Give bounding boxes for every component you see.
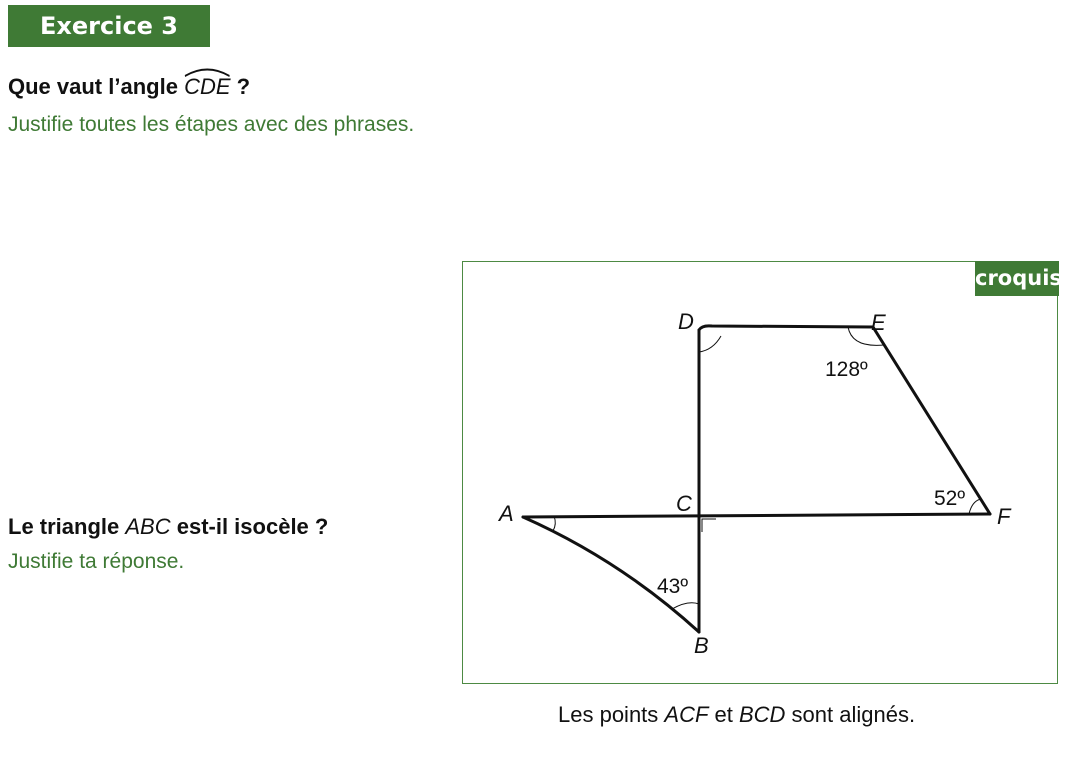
point-d-label: D bbox=[678, 309, 694, 334]
caption-points-bcd: BCD bbox=[738, 702, 786, 727]
point-b-label: B bbox=[694, 633, 709, 658]
figure-frame bbox=[462, 261, 1058, 684]
question-2 bbox=[8, 514, 328, 540]
question-2-instruction: Justifie ta réponse. bbox=[8, 550, 185, 573]
point-f-label: F bbox=[997, 504, 1011, 529]
angle-e-value: 128º bbox=[825, 358, 868, 381]
question-1-instruction: Justifie toutes les étapes avec des phrases. bbox=[8, 113, 415, 136]
caption-part-2: et bbox=[708, 702, 739, 727]
angle-cde bbox=[184, 74, 230, 100]
point-e-label: E bbox=[871, 310, 886, 335]
figure-caption bbox=[558, 702, 915, 728]
point-a-label: A bbox=[499, 501, 514, 526]
angle-arc-icon bbox=[184, 65, 230, 77]
point-c-label: C bbox=[676, 491, 692, 516]
exercise-title: Exercice 3 bbox=[8, 5, 210, 47]
caption-points-acf: ACF bbox=[664, 702, 709, 727]
triangle-name: ABC bbox=[125, 514, 171, 539]
angle-cde-label: CDE bbox=[184, 74, 231, 99]
question-1 bbox=[8, 74, 250, 100]
croquis-badge: croquis bbox=[975, 261, 1059, 296]
caption-part-1: Les points bbox=[558, 702, 665, 727]
caption-part-3: sont alignés. bbox=[785, 702, 916, 727]
angle-b-value: 43º bbox=[657, 575, 689, 598]
angle-f-value: 52º bbox=[934, 487, 966, 510]
question-1-suffix: ? bbox=[230, 74, 251, 99]
question-2-prefix: Le triangle bbox=[8, 514, 126, 539]
question-1-prefix: Que vaut l’angle bbox=[8, 74, 178, 99]
question-2-suffix: est-il isocèle ? bbox=[170, 514, 329, 539]
